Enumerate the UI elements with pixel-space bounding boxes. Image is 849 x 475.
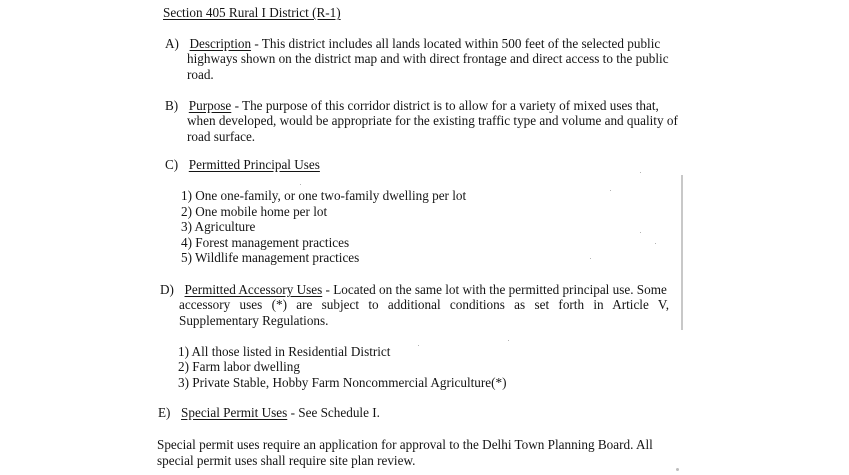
section-b-line-3 [187, 129, 255, 144]
list-item [181, 250, 359, 265]
section-d-heading: Permitted Accessory Uses [184, 282, 323, 297]
section-title [163, 5, 341, 20]
section-a-line-2 [187, 51, 669, 66]
section-e-line [158, 405, 380, 420]
section-a-text-3: road. [187, 67, 214, 82]
section-e-heading: Special Permit Uses [181, 405, 288, 420]
list-item [178, 344, 390, 359]
list-item [178, 359, 300, 374]
scan-speck [640, 172, 641, 173]
section-a-line-1 [165, 36, 660, 51]
section-a-text-2: highways shown on the district map and with direct frontage and direct access to the public [187, 51, 669, 66]
scan-speck [300, 184, 301, 185]
section-d-item-2: 2) Farm labor dwelling [178, 359, 300, 374]
list-item [178, 375, 507, 390]
section-d-line-2 [179, 297, 669, 313]
section-d-marker: D) [160, 282, 174, 297]
scan-speck [508, 340, 509, 341]
section-d-text-3: Supplementary Regulations. [179, 313, 329, 328]
section-b-line-1 [165, 98, 659, 113]
section-b-text-3: road surface. [187, 129, 256, 144]
scan-edge-mark [681, 175, 683, 330]
section-e-marker: E) [158, 405, 171, 420]
section-d-line-1 [160, 282, 667, 297]
section-b-line-2 [187, 113, 678, 128]
closing-line-1 [157, 437, 653, 452]
scan-speck [590, 258, 591, 259]
list-item [181, 188, 466, 203]
list-item [181, 219, 255, 234]
section-d-text-1: - Located on the same lot with the permitted principal use. Some [322, 282, 667, 297]
section-title-text: Section 405 Rural I District (R-1) [163, 5, 341, 20]
scan-speck [676, 468, 679, 471]
section-d-text-2: accessory uses (*) are subject to additional conditions as set forth in Article V, [179, 297, 669, 312]
section-c-item-4: 4) Forest management practices [181, 235, 350, 250]
section-c-item-5: 5) Wildlife management practices [181, 250, 360, 265]
section-c-item-3: 3) Agriculture [181, 219, 256, 234]
scan-speck [418, 345, 419, 346]
section-c-heading-line [165, 157, 320, 172]
section-d-line-3 [179, 313, 328, 328]
scan-speck [610, 190, 611, 191]
scan-speck [655, 243, 656, 244]
closing-line-2 [157, 453, 415, 468]
section-c-item-2: 2) One mobile home per lot [181, 204, 328, 219]
section-c-heading: Permitted Principal Uses [188, 157, 320, 172]
section-b-text-2: when developed, would be appropriate for the existing traffic type and volume and quality of [187, 113, 678, 128]
section-c-item-1: 1) One one-family, or one two-family dwelling per lot [181, 188, 467, 203]
section-b-marker: B) [165, 98, 179, 113]
section-a-text-1: - This district includes all lands located within 500 feet of the selected public [251, 36, 661, 51]
section-b-text-1: - The purpose of this corridor district is to allow for a variety of mixed uses that, [231, 98, 659, 113]
section-b-heading: Purpose [188, 98, 232, 113]
list-item [181, 235, 349, 250]
section-e-text: - See Schedule I. [287, 405, 380, 420]
closing-text-1: Special permit uses require an application for approval to the Delhi Town Planning Board. All [157, 437, 653, 452]
section-a-line-3 [187, 67, 214, 82]
closing-text-2: special permit uses shall require site plan review. [157, 453, 416, 468]
section-a-marker: A) [165, 36, 179, 51]
section-d-item-1: 1) All those listed in Residential District [178, 344, 391, 359]
list-item [181, 204, 327, 219]
section-c-marker: C) [165, 157, 179, 172]
section-d-item-3: 3) Private Stable, Hobby Farm Noncommercial Agriculture(*) [178, 375, 507, 390]
scan-speck [640, 232, 641, 233]
section-a-heading: Description [189, 36, 252, 51]
